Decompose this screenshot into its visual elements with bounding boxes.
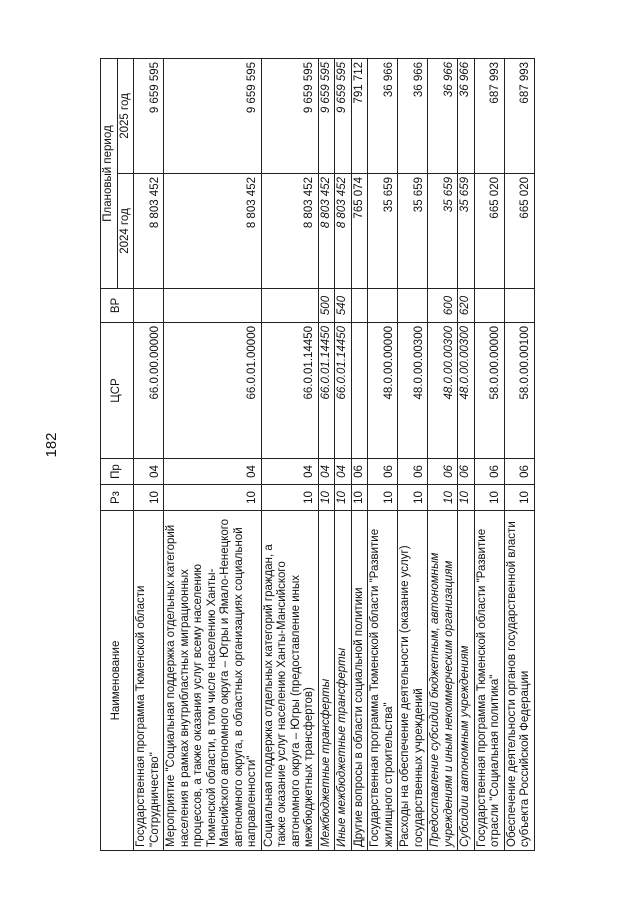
row-value-2024: 35 659 [428,174,458,289]
row-rz: 10 [474,485,504,511]
row-value-2024: 8 803 452 [164,174,262,289]
row-csr: 66.0.01.14450 [261,323,318,459]
table-row [368,58,398,850]
table-row [398,58,428,850]
row-value-2024: 8 803 452 [335,174,352,289]
budget-table [100,58,535,851]
row-name: Межбюджетные трансферты [318,511,335,851]
row-name: Расходы на обеспечение деятельности (оказание услуг) государственных учреждений [398,511,428,851]
row-name: Мероприятие "Социальная поддержка отдельных категорий населения в рамках внутрибластных миграционных процессов, а также оказания услуг всему населению Тюменской области, в том числе населению Ханты-Мансийского автономного округа – Югры и Ямало-Ненецкого автономного округа, в областных организациях социальной направленности" [164,511,262,851]
table-row [134,58,164,850]
header-csr: ЦСР [101,323,134,459]
row-csr: 48.0.00.00300 [458,323,475,459]
row-vr [164,289,262,323]
row-value-2024: 8 803 452 [261,174,318,289]
row-name: Обеспечение деятельности органов государственной власти субъекта Российской Федерации [504,511,534,851]
row-name: Предоставление субсидий бюджетным, автономным учреждениям и иным некоммерческим организациям [428,511,458,851]
row-rz: 10 [318,485,335,511]
row-value-2025: 791 712 [351,58,368,173]
row-pr: 04 [164,459,262,485]
header-rz: Рз [101,485,134,511]
row-vr: 540 [335,289,352,323]
row-name: Государственная программа Тюменской области "Развитие жилищного строительства" [368,511,398,851]
table-row [458,58,475,850]
row-vr [134,289,164,323]
row-name: Иные межбюджетные трансферты [335,511,352,851]
row-csr: 66.0.01.14450 [318,323,335,459]
row-csr: 58.0.00.00100 [504,323,534,459]
row-pr: 06 [428,459,458,485]
row-pr: 06 [368,459,398,485]
row-rz: 10 [368,485,398,511]
row-value-2025: 9 659 595 [261,58,318,173]
row-csr: 48.0.00.00300 [428,323,458,459]
row-rz: 10 [398,485,428,511]
row-vr [351,289,368,323]
header-planned-period: Плановый период [101,58,118,288]
row-value-2025: 36 966 [428,58,458,173]
row-name: Государственная программа Тюменской области "Развитие отрасли "Социальная политика" [474,511,504,851]
row-vr: 500 [318,289,335,323]
row-pr: 06 [398,459,428,485]
table-row [351,58,368,850]
row-value-2024: 35 659 [458,174,475,289]
row-value-2024: 765 074 [351,174,368,289]
header-name: Наименование [101,511,134,851]
row-value-2025: 9 659 595 [318,58,335,173]
row-vr [474,289,504,323]
row-rz: 10 [335,485,352,511]
row-value-2024: 35 659 [398,174,428,289]
row-pr: 06 [351,459,368,485]
row-rz: 10 [458,485,475,511]
table-row [318,58,335,850]
row-value-2024: 8 803 452 [134,174,164,289]
table-row [335,58,352,850]
row-csr: 58.0.00.00000 [474,323,504,459]
row-csr: 66.0.01.14450 [335,323,352,459]
table-row [474,58,504,850]
row-value-2025: 36 966 [398,58,428,173]
row-value-2025: 36 966 [368,58,398,173]
table-body [134,58,535,850]
row-name: Государственная программа Тюменской области "Сотрудничество" [134,511,164,851]
row-value-2024: 35 659 [368,174,398,289]
row-rz: 10 [134,485,164,511]
table-row [428,58,458,850]
row-pr: 06 [458,459,475,485]
row-vr [368,289,398,323]
row-rz: 10 [164,485,262,511]
row-csr: 66.0.01.00000 [164,323,262,459]
row-value-2025: 687 993 [474,58,504,173]
row-value-2025: 9 659 595 [335,58,352,173]
row-csr: 48.0.00.00000 [368,323,398,459]
row-value-2024: 665 020 [474,174,504,289]
budget-table-rotated [100,59,532,851]
row-name: Другие вопросы в области социальной политики [351,511,368,851]
header-year-2024: 2024 год [117,174,134,289]
row-vr [261,289,318,323]
row-pr: 04 [318,459,335,485]
table-row [261,58,318,850]
header-vr: ВР [101,289,134,323]
row-csr [351,323,368,459]
row-value-2025: 36 966 [458,58,475,173]
header-row [101,58,118,850]
page-number: 182 [43,432,60,458]
row-rz: 10 [428,485,458,511]
header-year-2025: 2025 год [117,58,134,173]
row-name: Социальная поддержка отдельных категорий граждан, а также оказание услуг населению Ханты-Мансийского автономного округа – Югры (предоставление иных межбюджетных трансфертов) [261,511,318,851]
row-csr: 66.0.00.00000 [134,323,164,459]
row-pr: 04 [335,459,352,485]
row-value-2024: 665 020 [504,174,534,289]
row-rz: 10 [504,485,534,511]
row-value-2025: 687 993 [504,58,534,173]
header-pr: Пр [101,459,134,485]
row-pr: 06 [474,459,504,485]
row-vr [398,289,428,323]
row-csr: 48.0.00.00300 [398,323,428,459]
row-pr: 04 [134,459,164,485]
row-vr [504,289,534,323]
row-vr: 620 [458,289,475,323]
row-value-2025: 9 659 595 [164,58,262,173]
row-vr: 600 [428,289,458,323]
row-rz: 10 [351,485,368,511]
row-name: Субсидии автономным учреждениям [458,511,475,851]
row-value-2025: 9 659 595 [134,58,164,173]
row-value-2024: 8 803 452 [318,174,335,289]
table-row [164,58,262,850]
row-pr: 06 [504,459,534,485]
table-row [504,58,534,850]
row-pr: 04 [261,459,318,485]
row-rz: 10 [261,485,318,511]
